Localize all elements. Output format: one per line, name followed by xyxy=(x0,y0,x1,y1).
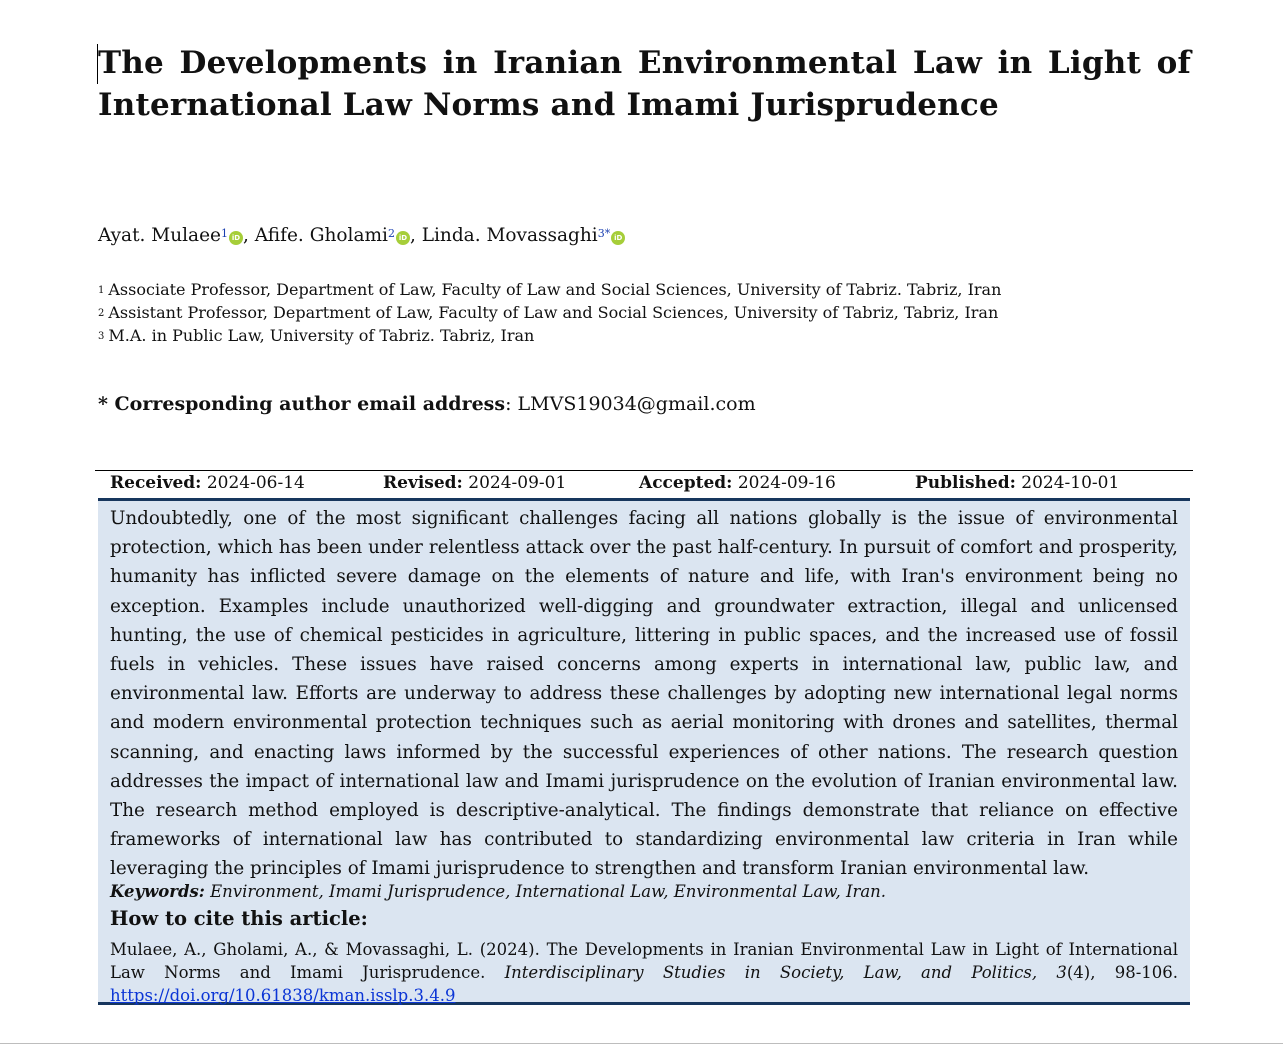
affiliation-number: 1 xyxy=(98,285,105,296)
affiliation-text: Assistant Professor, Department of Law, Faculty of Law and Social Sciences, University of Tabriz, Tabriz, Iran xyxy=(108,303,999,322)
citation-text xyxy=(110,938,1178,1007)
citation-journal: Interdisciplinary Studies in Society, Law, and Politics, 3 xyxy=(504,963,1067,982)
revised-date xyxy=(383,473,566,493)
citation-heading: How to cite this article: xyxy=(110,907,368,930)
keywords-text: Environment, Imami Jurisprudence, International Law, Environmental Law, Iran. xyxy=(204,882,887,901)
page-bottom-rule xyxy=(0,1043,1283,1044)
author-separator: , xyxy=(243,225,255,246)
author-line xyxy=(98,225,625,246)
revised-label: Revised: xyxy=(383,473,463,493)
paper-title: The Developments in Iranian Environmental Law in Light of International Law Norms and Imami Jurisprudence xyxy=(98,45,1191,123)
corresponding-author xyxy=(98,393,756,415)
corresponding-separator: : xyxy=(505,393,518,415)
corresponding-label: * Corresponding author email address xyxy=(98,393,506,415)
header-rule xyxy=(95,470,1193,471)
abstract-text: Undoubtedly, one of the most significant challenges facing all nations globally is the issue of environmental protection, which has been under relentless attack over the past half-century. In pursuit of comfort and prosperity, humanity has inflicted severe damage on the elements of nature and life, with Iran's environment being no exception. Examples include unauthorized well-digging and groundwater extraction, illegal and unlicensed hunting, the use of chemical pesticides in agriculture, littering in public spaces, and the increased use of fossil fuels in vehicles. These issues have raised concerns among experts in international law, public law, and environmental law. Efforts are underway to address these challenges by adopting new international legal norms and modern environmental protection techniques such as aerial monitoring with drones and satellites, thermal scanning, and enacting laws informed by the successful experiences of other nations. The research question addresses the impact of international law and Imami jurisprudence on the evolution of Iranian environmental law. The research method employed is descriptive-analytical. The findings demonstrate that reliance on effective frameworks of international law has contributed to standardizing environmental law criteria in Iran while leveraging the principles of Imami jurisprudence to strengthen and transform Iranian environmental law. xyxy=(110,508,1178,880)
revised-value: 2024-09-01 xyxy=(468,473,567,493)
accepted-label: Accepted: xyxy=(639,473,733,493)
orcid-icon[interactable]: iD xyxy=(396,231,410,245)
keywords xyxy=(110,882,1178,901)
author-affiliation-number: 1 xyxy=(221,227,228,240)
affiliations xyxy=(98,278,1001,347)
affiliation-text: M.A. in Public Law, University of Tabriz. Tabriz, Iran xyxy=(108,326,535,345)
accepted-value: 2024-09-16 xyxy=(737,473,836,493)
affiliation-number: 2 xyxy=(98,308,105,319)
keywords-label: Keywords: xyxy=(110,882,205,901)
affiliation-text: Associate Professor, Department of Law, Faculty of Law and Social Sciences, University of Tabriz. Tabriz, Iran xyxy=(108,280,1002,299)
affiliation-number: 3 xyxy=(98,331,105,342)
citation-prefix: Mulaee, A., Gholami, A., & Movassaghi, L. (2024). The Developments in Iranian Environmental Law in Light of International Law Norms and Imami Jurisprudence. xyxy=(110,940,1178,982)
published-label: Published: xyxy=(915,473,1016,493)
received-date xyxy=(110,473,305,493)
author-name: Ayat. Mulaee xyxy=(98,225,221,246)
accepted-date xyxy=(639,473,836,493)
author-name: Afife. Gholami xyxy=(254,225,388,246)
published-value: 2024-10-01 xyxy=(1021,473,1120,493)
received-label: Received: xyxy=(110,473,202,493)
abstract-box xyxy=(98,498,1190,1005)
received-value: 2024-06-14 xyxy=(206,473,305,493)
corresponding-email: LMVS19034@gmail.com xyxy=(517,393,756,415)
affiliation-item xyxy=(98,301,1001,324)
orcid-icon[interactable]: iD xyxy=(611,231,625,245)
author-affiliation-number: 3* xyxy=(597,227,611,240)
author-name: Linda. Movassaghi xyxy=(421,225,598,246)
doi-link[interactable]: https://doi.org/10.61838/kman.isslp.3.4.9 xyxy=(110,986,456,1005)
affiliation-item xyxy=(98,324,1001,347)
orcid-icon[interactable]: iD xyxy=(229,231,243,245)
publication-dates xyxy=(98,473,1190,497)
author-separator: , xyxy=(409,225,422,246)
author-affiliation-number: 2 xyxy=(387,227,395,240)
citation-issue: (4), 98-106. xyxy=(1066,963,1179,982)
published-date xyxy=(915,473,1119,493)
affiliation-item xyxy=(98,278,1001,301)
